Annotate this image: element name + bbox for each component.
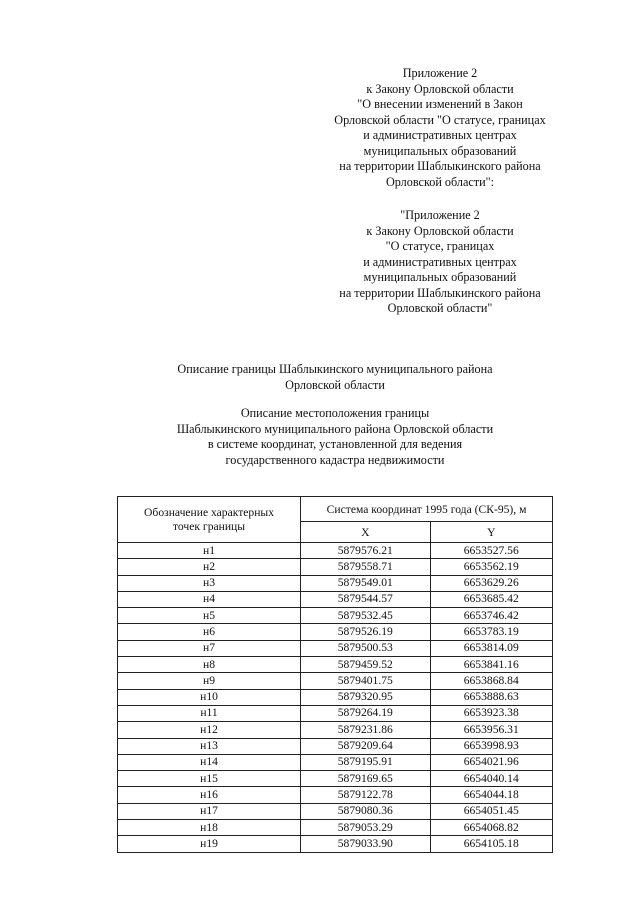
appendix-quote-line: на территории Шаблыкинского района [339,285,541,300]
appendix-header-line: и административных центрах [363,128,517,142]
coordinates-table [117,496,553,853]
y-column-header: Y [430,522,553,543]
y-cell: 6653562.19 [430,559,553,575]
x-cell: 5879122.78 [301,787,430,803]
x-column-header: X [301,522,430,543]
point-cell: н17 [118,803,301,819]
table-row [118,657,553,673]
point-cell: н14 [118,754,301,770]
appendix-header-line: на территории Шаблыкинского района [339,159,541,173]
table-row [118,787,553,803]
point-cell: н4 [118,591,301,607]
point-cell: н9 [118,673,301,689]
table-row [118,771,553,787]
table-row [118,575,553,591]
y-cell: 6654044.18 [430,787,553,803]
y-cell: 6654040.14 [430,771,553,787]
y-cell: 6653841.16 [430,657,553,673]
point-cell: н2 [118,559,301,575]
point-cell: н15 [118,771,301,787]
point-cell: н8 [118,657,301,673]
table-row [118,608,553,624]
y-cell: 6653746.42 [430,608,553,624]
point-cell: н12 [118,722,301,738]
point-header-line: точек границы [173,520,246,533]
x-cell: 5879532.45 [301,608,430,624]
y-cell: 6653923.38 [430,705,553,721]
point-cell: н18 [118,820,301,836]
appendix-quote-line: муниципальных образований [363,270,517,284]
point-cell: н13 [118,738,301,754]
location-title-line: Шаблыкинского муниципального района Орловской области [176,421,494,436]
y-cell: 6653998.93 [430,738,553,754]
x-cell: 5879526.19 [301,624,430,640]
appendix-header-line: муниципальных образований [363,143,517,158]
appendix-header-line: Орловской области": [385,174,495,189]
x-cell: 5879209.64 [301,738,430,754]
point-cell: н19 [118,836,301,852]
x-cell: 5879558.71 [301,559,430,575]
x-cell: 5879033.90 [301,836,430,852]
y-cell: 6653783.19 [430,624,553,640]
location-title-line: Описание местоположения границы [240,406,430,420]
coordinates-table-body [118,543,553,853]
point-cell: н16 [118,787,301,803]
appendix-header-line: Орловской области "О статусе, границах [334,112,546,127]
y-cell: 6653685.42 [430,591,553,607]
boundary-title [130,362,540,393]
y-cell: 6653814.09 [430,640,553,656]
table-row [118,591,553,607]
appendix-quote-line: "Приложение 2 [400,208,480,222]
y-cell: 6654051.45 [430,803,553,819]
boundary-title-line: Описание границы Шаблыкинского муниципального района [177,362,493,376]
table-row [118,738,553,754]
x-cell: 5879231.86 [301,722,430,738]
x-cell: 5879053.29 [301,820,430,836]
point-header-line: Обозначение характерных [144,506,275,519]
y-cell: 6653956.31 [430,722,553,738]
y-cell: 6654021.96 [430,754,553,770]
table-row [118,543,553,559]
location-title-line: в системе координат, установленной для ведения [207,437,463,451]
location-title-line: государственного кадастра недвижимости [225,452,445,467]
x-cell: 5879195.91 [301,754,430,770]
x-cell: 5879544.57 [301,591,430,607]
y-cell: 6653527.56 [430,543,553,559]
appendix-quote [300,208,580,317]
appendix-header [300,66,580,190]
table-row [118,624,553,640]
coordinate-system-header: Система координат 1995 года (СК-95), м [301,497,553,522]
point-cell: н5 [118,608,301,624]
appendix-quote-line: и административных центрах [363,254,517,269]
y-cell: 6653888.63 [430,689,553,705]
x-cell: 5879576.21 [301,543,430,559]
table-row [118,803,553,819]
point-cell: н6 [118,624,301,640]
table-row [118,836,553,852]
location-title [130,406,540,468]
x-cell: 5879401.75 [301,673,430,689]
point-cell: н3 [118,575,301,591]
boundary-title-line: Орловской области [285,377,385,392]
x-cell: 5879169.65 [301,771,430,787]
x-cell: 5879264.19 [301,705,430,721]
y-cell: 6653629.26 [430,575,553,591]
point-cell: н10 [118,689,301,705]
table-row [118,673,553,689]
appendix-header-line: "О внесении изменений в Закон [357,97,523,111]
table-row [118,754,553,770]
x-cell: 5879459.52 [301,657,430,673]
table-row [118,640,553,656]
table-row [118,820,553,836]
x-cell: 5879549.01 [301,575,430,591]
point-cell: н1 [118,543,301,559]
appendix-header-line: к Закону Орловской области [366,81,514,96]
table-row [118,722,553,738]
point-column-header [118,497,301,543]
y-cell: 6654105.18 [430,836,553,852]
y-cell: 6654068.82 [430,820,553,836]
x-cell: 5879500.53 [301,640,430,656]
x-cell: 5879080.36 [301,803,430,819]
appendix-header-line: Приложение 2 [402,66,478,80]
x-cell: 5879320.95 [301,689,430,705]
appendix-quote-line: Орловской области" [387,301,493,315]
point-cell: н11 [118,705,301,721]
table-row [118,559,553,575]
appendix-quote-line: к Закону Орловской области [366,223,514,238]
table-row [118,689,553,705]
point-cell: н7 [118,640,301,656]
appendix-quote-line: "О статусе, границах [385,239,495,253]
y-cell: 6653868.84 [430,673,553,689]
table-row [118,705,553,721]
